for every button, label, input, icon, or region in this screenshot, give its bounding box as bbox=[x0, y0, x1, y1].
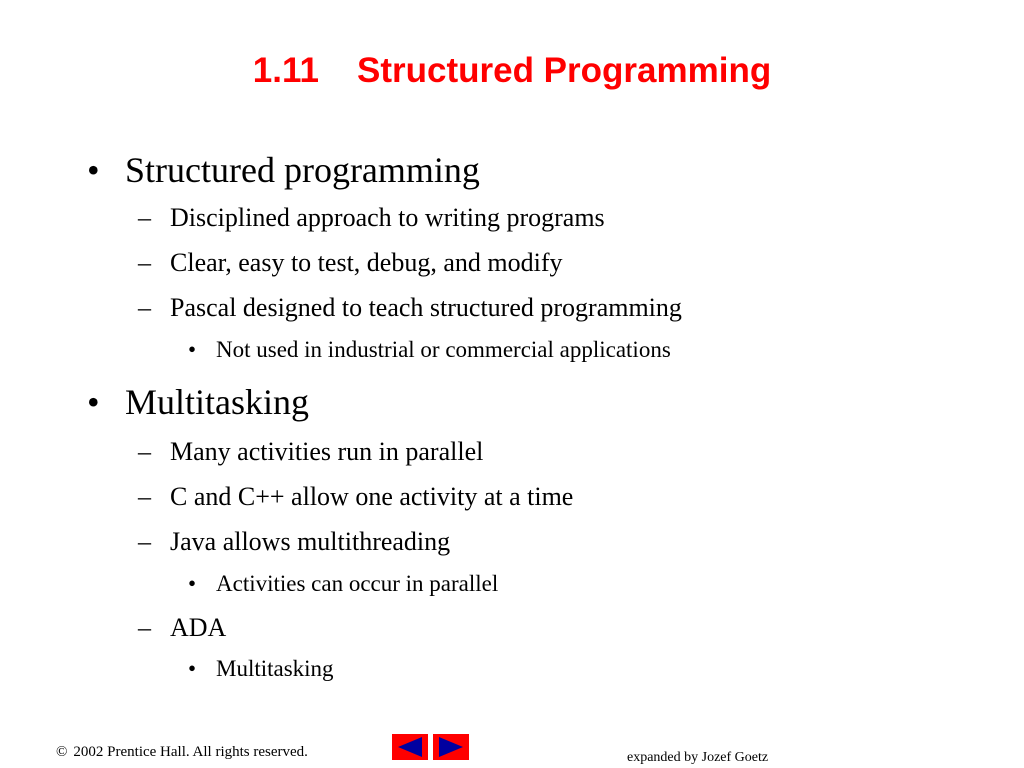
sub-bullet-many-activities bbox=[138, 435, 484, 469]
dash-marker: – bbox=[138, 203, 151, 232]
slide-number: 1.11 bbox=[252, 51, 319, 90]
dash-marker: – bbox=[138, 613, 151, 642]
sub-bullet-text: Pascal designed to teach structured programming bbox=[170, 293, 682, 322]
sub-sub-bullet-multitasking bbox=[188, 654, 334, 684]
bullet-multitasking bbox=[87, 380, 310, 424]
sub-sub-bullet-text: Multitasking bbox=[216, 656, 334, 681]
sub-bullet-pascal bbox=[138, 291, 682, 325]
dash-marker: – bbox=[138, 293, 151, 322]
sub-bullet-clear-easy bbox=[138, 246, 563, 280]
bullet-marker: • bbox=[87, 150, 100, 190]
sub-bullet-disciplined bbox=[138, 201, 605, 235]
sub-bullet-text: Clear, easy to test, debug, and modify bbox=[170, 248, 563, 277]
sub-sub-bullet-text: Not used in industrial or commercial applications bbox=[216, 337, 671, 362]
sub-bullet-c-and-cpp bbox=[138, 480, 574, 514]
triangle-right-icon bbox=[433, 734, 469, 760]
slide-title bbox=[0, 46, 1024, 96]
dash-marker: – bbox=[138, 482, 151, 511]
author-credit: expanded by Jozef Goetz bbox=[627, 750, 769, 765]
sub-bullet-text: C and C++ allow one activity at a time bbox=[170, 482, 574, 511]
bullet-marker: • bbox=[188, 571, 197, 596]
copyright-icon: © bbox=[56, 744, 68, 760]
copyright-notice bbox=[56, 742, 308, 762]
dash-marker: – bbox=[138, 437, 151, 466]
dash-marker: – bbox=[138, 248, 151, 277]
sub-bullet-text: Java allows multithreading bbox=[170, 527, 451, 556]
bullet-marker: • bbox=[188, 337, 197, 362]
slide-title-text: Structured Programming bbox=[356, 51, 772, 90]
sub-bullet-java bbox=[138, 525, 451, 559]
sub-sub-bullet-text: Activities can occur in parallel bbox=[216, 571, 499, 596]
bullet-marker: • bbox=[188, 656, 197, 681]
bullet-structured-programming bbox=[87, 148, 480, 192]
dash-marker: – bbox=[138, 527, 151, 556]
sub-bullet-text: Many activities run in parallel bbox=[170, 437, 484, 466]
sub-sub-bullet-not-used bbox=[188, 335, 671, 365]
sub-bullet-ada bbox=[138, 611, 227, 645]
bullet-text: Structured programming bbox=[125, 150, 480, 190]
previous-slide-button[interactable] bbox=[392, 734, 428, 760]
triangle-left-icon bbox=[392, 734, 428, 760]
sub-sub-bullet-activities-parallel bbox=[188, 569, 499, 599]
bullet-text: Multitasking bbox=[125, 382, 310, 422]
bullet-marker: • bbox=[87, 382, 100, 422]
copyright-text: 2002 Prentice Hall. All rights reserved. bbox=[73, 744, 308, 760]
sub-bullet-text: ADA bbox=[170, 613, 227, 642]
sub-bullet-text: Disciplined approach to writing programs bbox=[170, 203, 605, 232]
next-slide-button[interactable] bbox=[433, 734, 469, 760]
